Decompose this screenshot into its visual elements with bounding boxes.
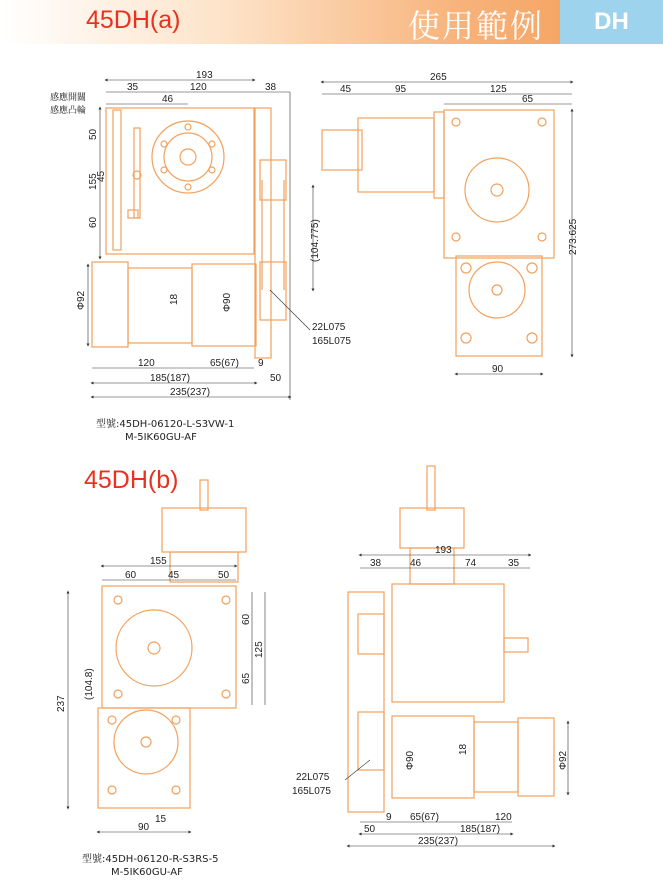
dim-a-50: 50 [88,128,99,140]
dim-as-height: 273.625 [568,218,579,255]
motor-body [128,268,192,343]
motor-side [358,118,434,192]
dim-as-65: 65 [522,94,534,105]
dim-a-18: 18 [169,293,180,305]
dim-a-155: 155 [88,173,99,190]
indexer-b-side [392,584,504,702]
dim-bs-overall: 235(237) [418,836,459,847]
indexer-body [106,108,254,254]
dim-bs-38: 38 [370,558,382,569]
label-belt-b-1: 22L075 [296,772,330,783]
dim-as-265: 265 [430,72,447,83]
dim-a-phi90: Φ90 [222,292,233,312]
dim-bs-74: 74 [465,558,477,569]
dim-a-overhang: 50 [270,373,282,384]
dim-bs-9: 9 [386,812,392,823]
model-a-line1: 型號:45DH-06120-L-S3VW-1 [96,419,235,430]
label-belt-a-2: 165L075 [312,336,351,347]
motor-b-side [400,508,464,548]
dim-a-45: 45 [96,170,107,182]
section-b-title: 45DH(b) [84,466,179,494]
header-category: 使用範例 [408,7,545,45]
diagram-b-top [98,480,246,808]
dim-a-span: 185(187) [150,373,191,384]
motor-b [162,508,246,552]
model-b-line1: 型號:45DH-06120-R-S3RS-5 [82,854,219,865]
dim-a-104: (104.775) [310,219,321,262]
dim-bt-50: 50 [218,570,230,581]
header-title: 45DH(a) [86,6,181,34]
large-pulley [260,262,286,320]
dim-bt-90: 90 [138,822,150,833]
dim-a-38: 38 [265,82,277,93]
motor-end-b [518,718,554,796]
dim-bt-h125: 125 [254,641,265,658]
dim-bs-120: 120 [495,812,512,823]
label-sensor-cam: 感應凸輪 [50,106,87,116]
dim-a-35: 35 [127,82,139,93]
dim-bs-phi92: Φ92 [558,750,569,770]
output-flange [152,121,224,193]
dim-bt-15: 15 [155,814,167,825]
sensor-switch [134,128,140,218]
dim-bs-193: 193 [435,545,452,556]
dim-a-60: 60 [88,216,99,228]
dim-bs-50: 50 [364,824,376,835]
label-belt-a-1: 22L075 [312,322,346,333]
dim-bt-237: 237 [56,695,67,712]
dim-a-overall: 235(237) [170,387,211,398]
dim-a-phi92: Φ92 [76,290,87,310]
sensor-bracket [113,110,121,250]
indexer-b [102,586,236,708]
dim-as-95: 95 [395,84,407,95]
dim-a-46: 46 [162,94,174,105]
dim-bs-span: 185(187) [460,824,501,835]
dim-a-gap: 9 [258,358,264,369]
dim-bt-45: 45 [168,570,180,581]
model-a [96,418,234,444]
dim-bt-h60: 60 [241,613,252,625]
diagram-a-side [322,110,554,356]
dim-as-125: 125 [490,84,507,95]
dim-as-45: 45 [340,84,352,95]
diagram-a-front [92,108,286,358]
small-pulley [260,160,286,200]
dim-bs-35: 35 [508,558,520,569]
pulley-plate-b [348,592,384,812]
header-badge: DH [560,0,663,44]
dim-a-gear-len: 65(67) [210,358,239,369]
dim-a-120: 120 [190,82,207,93]
dim-a-193: 193 [196,70,213,81]
diagram-a-front-dimlines [88,80,313,400]
dim-bt-155: 155 [150,556,167,567]
dim-bt-h65: 65 [241,672,252,684]
dim-as-90: 90 [492,364,504,375]
dim-bs-18: 18 [458,743,469,755]
model-b [82,853,218,879]
model-a-line2: M-5IK60GU-AF [125,432,197,443]
dim-bs-46: 46 [410,558,422,569]
label-sensor-switch: 感應開關 [50,93,87,103]
dim-a-motor-len: 120 [138,358,155,369]
diagram-a-front-text [50,70,351,398]
motor-end [92,262,128,347]
model-b-line2: M-5IK60GU-AF [111,867,183,878]
dim-bs-gear-len: 65(67) [410,812,439,823]
label-belt-b-2: 165L075 [292,786,331,797]
diagram-b-side [348,466,554,812]
dim-bt-104: (104.8) [84,668,95,700]
dim-bs-phi90: Φ90 [405,750,416,770]
dim-bt-60: 60 [125,570,137,581]
